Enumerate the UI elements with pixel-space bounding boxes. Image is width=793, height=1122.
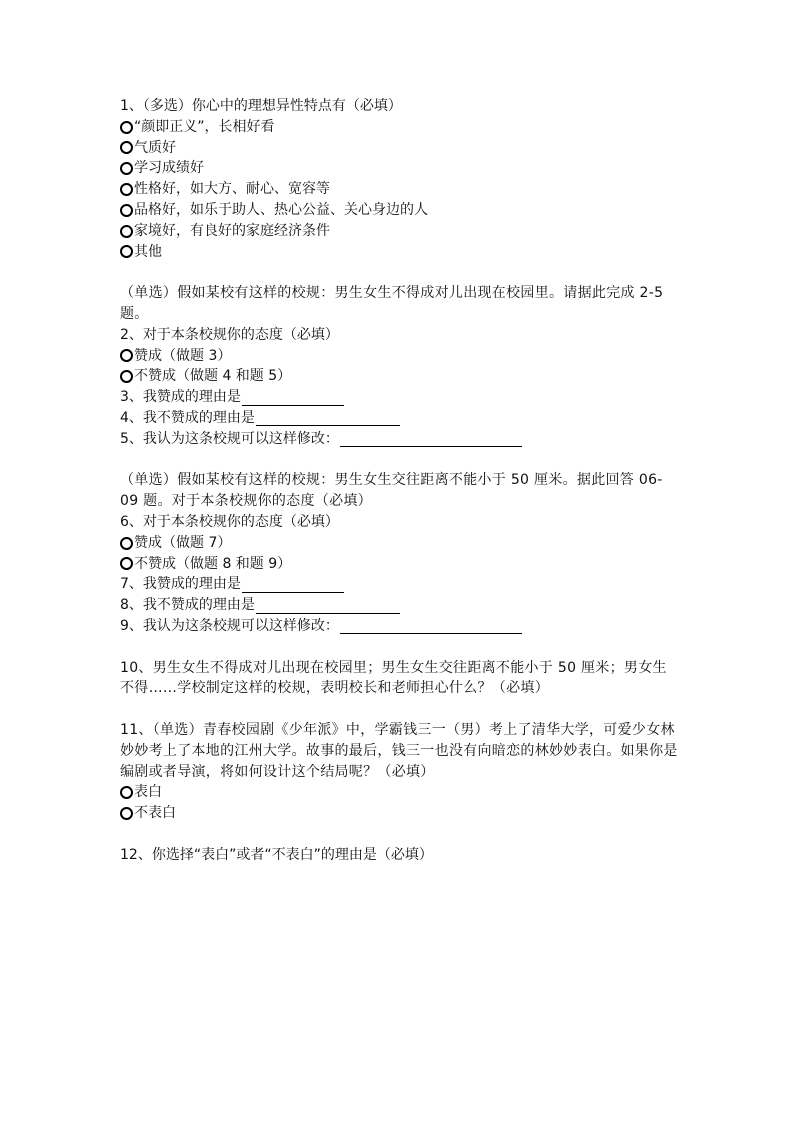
q11-option-not-confess[interactable] — [120, 803, 680, 824]
radio-circle-icon — [120, 807, 133, 820]
spacer — [120, 262, 680, 283]
radio-circle-icon — [120, 349, 133, 362]
q2-option-agree[interactable] — [120, 346, 680, 367]
question-9 — [120, 616, 680, 637]
q1-option-7[interactable] — [120, 242, 680, 263]
question-9-label: 9、我认为这条校规可以这样修改： — [120, 617, 339, 634]
question-3-label: 3、我赞成的理由是 — [120, 389, 241, 406]
option-label: “颜即正义”，长相好看 — [134, 118, 275, 135]
option-label: 品格好，如乐于助人、热心公益、关心身边的人 — [134, 201, 428, 218]
answer-blank-7[interactable] — [242, 577, 344, 593]
question-1-title: 1、（多选）你心中的理想异性特点有（必填） — [120, 98, 402, 114]
radio-circle-icon — [120, 121, 133, 134]
q6-option-disagree[interactable] — [120, 554, 680, 575]
radio-circle-icon — [120, 245, 133, 258]
radio-circle-icon — [120, 162, 133, 175]
question-11: 11、（单选）青春校园剧《少年派》中，学霸钱三一（男）考上了清华大学，可爱少女林妙妙考上了本地的江州大学。故事的最后，钱三一也没有向暗恋的林妙妙表白。如果你是编剧或者导演，将如何设计这个结局呢？（必填） — [120, 721, 678, 780]
survey-document — [120, 96, 680, 865]
q1-option-6[interactable] — [120, 221, 680, 242]
radio-circle-icon — [120, 537, 133, 550]
spacer — [120, 637, 680, 658]
q6-option-agree[interactable] — [120, 533, 680, 554]
radio-circle-icon — [120, 141, 133, 154]
q1-option-1[interactable] — [120, 117, 680, 138]
spacer — [120, 450, 680, 471]
option-label: 学习成绩好 — [134, 160, 204, 177]
radio-circle-icon — [120, 225, 133, 238]
radio-circle-icon — [120, 370, 133, 383]
question-4 — [120, 408, 680, 429]
option-label: 其他 — [134, 243, 162, 260]
radio-circle-icon — [120, 786, 133, 799]
question-8 — [120, 595, 680, 616]
q2-option-disagree[interactable] — [120, 366, 680, 387]
option-label: 性格好，如大方、耐心、宽容等 — [134, 181, 330, 198]
question-8-label: 8、我不赞成的理由是 — [120, 597, 255, 614]
q1-option-5[interactable] — [120, 200, 680, 221]
spacer — [120, 824, 680, 845]
q11-option-confess[interactable] — [120, 782, 680, 803]
answer-blank-9[interactable] — [340, 618, 522, 634]
option-label: 不赞成（做题 4 和题 5） — [134, 368, 292, 385]
option-label: 赞成（做题 3） — [134, 347, 232, 364]
section-1-intro: （单选）假如某校有这样的校规：男生女生不得成对儿出现在校园里。请据此完成 2-5 题。 — [120, 285, 664, 322]
question-5 — [120, 429, 680, 450]
question-7 — [120, 574, 680, 595]
q1-option-2[interactable] — [120, 138, 680, 159]
question-2-title: 2、对于本条校规你的态度（必填） — [120, 326, 339, 343]
q1-option-3[interactable] — [120, 158, 680, 179]
answer-blank-8[interactable] — [256, 598, 400, 614]
option-label: 气质好 — [134, 139, 176, 156]
question-3 — [120, 387, 680, 408]
answer-blank-4[interactable] — [256, 410, 400, 426]
question-4-label: 4、我不赞成的理由是 — [120, 409, 255, 426]
spacer — [120, 699, 680, 720]
question-7-label: 7、我赞成的理由是 — [120, 576, 241, 593]
radio-circle-icon — [120, 557, 133, 570]
option-label: 表白 — [134, 784, 162, 801]
section-2-intro: （单选）假如某校有这样的校规：男生女生交往距离不能小于 50 厘米。据此回答 06-09 题。对于本条校规你的态度（必填） — [120, 472, 663, 510]
option-label: 不表白 — [134, 805, 176, 822]
question-12: 12、你选择“表白”或者“不表白”的理由是（必填） — [120, 846, 433, 863]
radio-circle-icon — [120, 183, 133, 196]
option-label: 赞成（做题 7） — [134, 534, 232, 551]
answer-blank-3[interactable] — [242, 390, 344, 406]
answer-blank-5[interactable] — [340, 431, 522, 447]
question-10: 10、男生女生不得成对儿出现在校园里；男生女生交往距离不能小于 50 厘米；男女生不得……学校制定这样的校规，表明校长和老师担心什么？（必填） — [120, 659, 667, 697]
q1-option-4[interactable] — [120, 179, 680, 200]
option-label: 家境好，有良好的家庭经济条件 — [134, 222, 330, 239]
radio-circle-icon — [120, 204, 133, 217]
question-6-title: 6、对于本条校规你的态度（必填） — [120, 513, 339, 530]
question-5-label: 5、我认为这条校规可以这样修改： — [120, 430, 339, 447]
option-label: 不赞成（做题 8 和题 9） — [134, 555, 292, 572]
